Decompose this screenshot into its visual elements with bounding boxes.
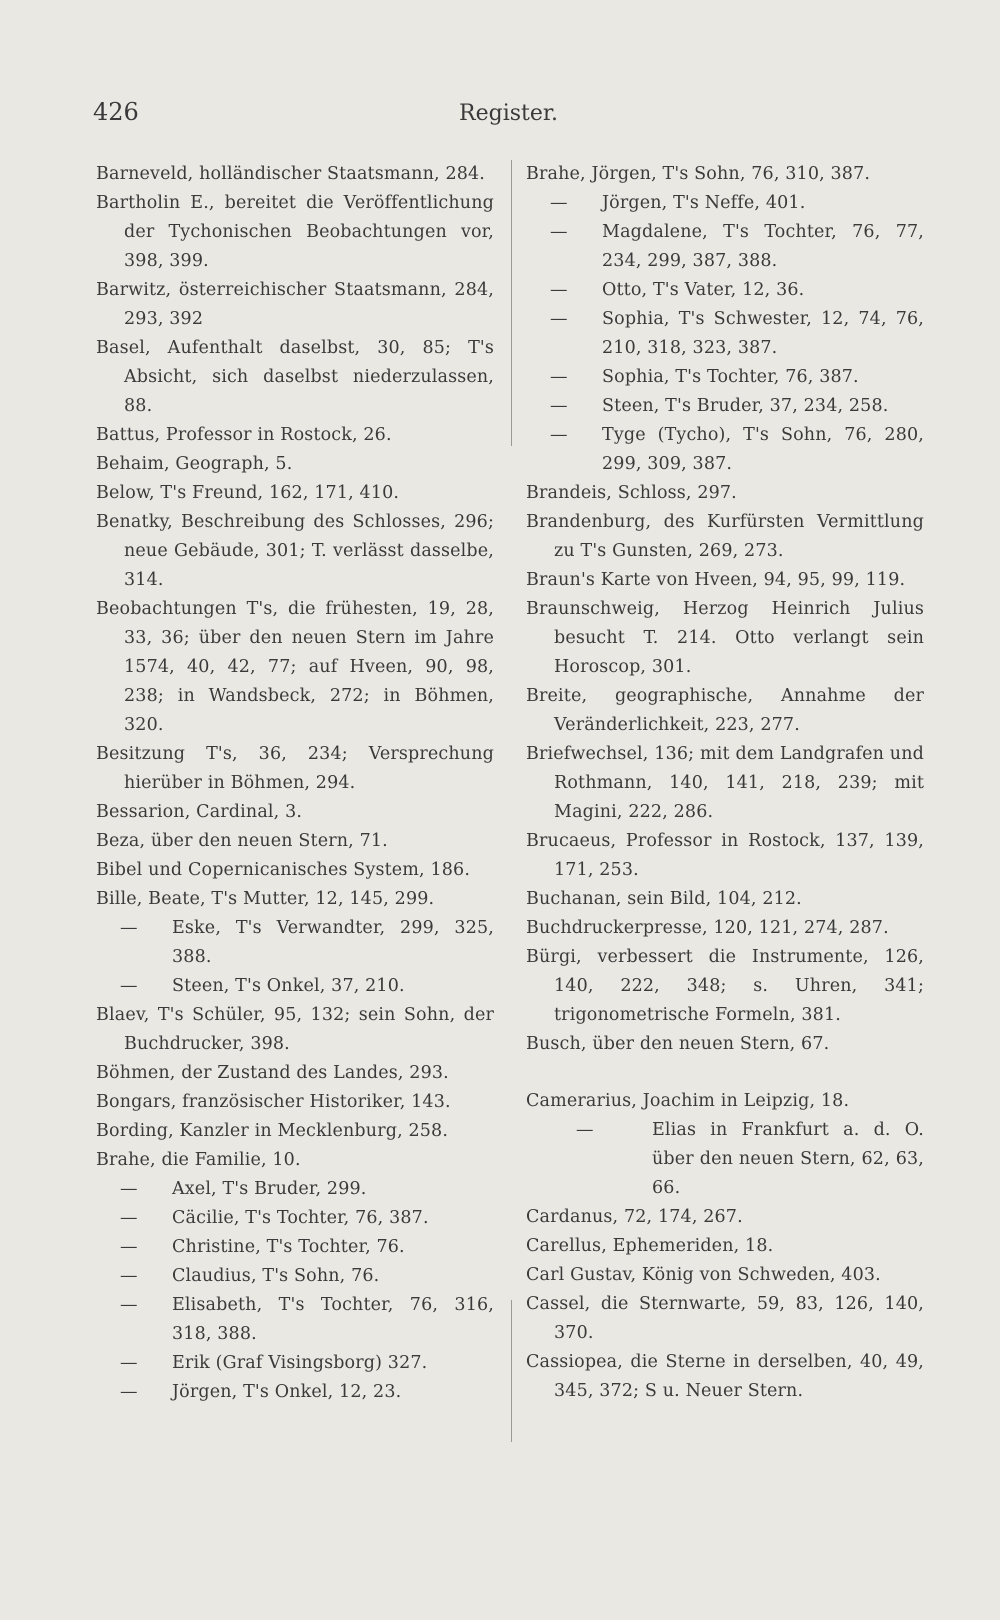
index-entry: [526, 1261, 924, 1290]
index-subentry: [526, 305, 924, 363]
ditto-dash: —: [550, 222, 568, 242]
index-entry: [96, 479, 494, 508]
entry-text: Bibel und Copernicanisches System, 186.: [96, 860, 471, 880]
index-entry: [526, 682, 924, 740]
index-subentry: [96, 1233, 494, 1262]
entry-text: Buchanan, sein Bild, 104, 212.: [526, 889, 802, 909]
entry-text: Braun's Karte von Hveen, 94, 95, 99, 119.: [526, 570, 906, 590]
index-entry: [96, 856, 494, 885]
ditto-dash: —: [120, 1353, 138, 1373]
entry-text: Bille, Beate, T's Mutter, 12, 145, 299.: [96, 889, 435, 909]
entry-text: Basel, Aufenthalt daselbst, 30, 85; T's Absicht, sich daselbst niederzulassen, 88.: [96, 338, 494, 416]
index-entry: [96, 885, 494, 914]
ditto-dash: —: [550, 309, 568, 329]
index-entry: [526, 595, 924, 682]
entry-text: Brandenburg, des Kurfürsten Vermittlung zu T's Gunsten, 269, 273.: [526, 512, 924, 561]
index-entry: [526, 1203, 924, 1232]
entry-text: Bessarion, Cardinal, 3.: [96, 802, 303, 822]
index-column-right: [526, 160, 924, 1406]
index-subentry: [96, 1291, 494, 1349]
ditto-dash: —: [120, 918, 138, 938]
entry-text: Beza, über den neuen Stern, 71.: [96, 831, 388, 851]
index-entry: [96, 450, 494, 479]
index-subentry: [96, 1262, 494, 1291]
page-number: 426: [93, 98, 139, 126]
index-subentry: [526, 189, 924, 218]
index-entry: [526, 1087, 924, 1116]
entry-text: Cäcilie, T's Tochter, 76, 387.: [172, 1208, 429, 1228]
index-subentry: [96, 1204, 494, 1233]
index-entry: [526, 740, 924, 827]
entry-text: Brandeis, Schloss, 297.: [526, 483, 737, 503]
index-subentry: [526, 1116, 924, 1203]
entry-text: Braunschweig, Herzog Heinrich Julius besucht T. 214. Otto verlangt sein Horoscop, 301.: [526, 599, 924, 677]
index-entry: [96, 160, 494, 189]
entry-text: Benatky, Beschreibung des Schlosses, 296; neue Gebäude, 301; T. verlässt dasselbe, 314.: [96, 512, 494, 590]
entry-text: Steen, T's Onkel, 37, 210.: [172, 976, 405, 996]
index-section-gap: [526, 1059, 924, 1087]
entry-text: Carl Gustav, König von Schweden, 403.: [526, 1265, 881, 1285]
entry-text: Beobachtungen T's, die frühesten, 19, 28, 33, 36; über den neuen Stern im Jahre 1574, 40, 42, 77; auf Hveen, 90, 98, 238; in Wandsbeck, 272; in Böhmen, 320.: [96, 599, 494, 735]
index-entry: [96, 827, 494, 856]
index-subentry: [96, 1349, 494, 1378]
index-column-left: [96, 160, 494, 1407]
entry-text: Barwitz, österreichischer Staatsmann, 284, 293, 392: [96, 280, 494, 329]
index-subentry: [526, 363, 924, 392]
running-title: Register.: [459, 101, 558, 126]
entry-text: Christine, T's Tochter, 76.: [172, 1237, 405, 1257]
ditto-dash: —: [576, 1120, 594, 1140]
index-entry: [526, 1232, 924, 1261]
entry-text: Sophia, T's Tochter, 76, 387.: [602, 367, 859, 387]
index-subentry: [96, 1175, 494, 1204]
entry-text: Bürgi, verbessert die Instrumente, 126, 140, 222, 348; s. Uhren, 341; trigonometrische Formeln, 381.: [526, 947, 924, 1025]
entry-text: Elisabeth, T's Tochter, 76, 316, 318, 388.: [172, 1295, 494, 1344]
entry-text: Tyge (Tycho), T's Sohn, 76, 280, 299, 309, 387.: [602, 425, 924, 474]
ditto-dash: —: [550, 396, 568, 416]
column-divider-upper: [511, 160, 512, 446]
index-entry: [526, 827, 924, 885]
ditto-dash: —: [120, 1382, 138, 1402]
index-entry: [526, 160, 924, 189]
index-entry: [96, 189, 494, 276]
entry-text: Cardanus, 72, 174, 267.: [526, 1207, 743, 1227]
ditto-dash: —: [550, 193, 568, 213]
ditto-dash: —: [120, 1266, 138, 1286]
entry-text: Bording, Kanzler in Mecklenburg, 258.: [96, 1121, 449, 1141]
ditto-dash: —: [550, 367, 568, 387]
index-entry: [96, 1117, 494, 1146]
entry-text: Elias in Frankfurt a. d. O. über den neuen Stern, 62, 63, 66.: [652, 1120, 924, 1198]
index-subentry: [526, 276, 924, 305]
entry-text: Bongars, französischer Historiker, 143.: [96, 1092, 451, 1112]
entry-text: Steen, T's Bruder, 37, 234, 258.: [602, 396, 889, 416]
index-entry: [526, 479, 924, 508]
ditto-dash: —: [120, 1208, 138, 1228]
index-entry: [526, 914, 924, 943]
page-header: [93, 98, 558, 126]
entry-text: Brahe, Jörgen, T's Sohn, 76, 310, 387.: [526, 164, 871, 184]
index-entry: [526, 1348, 924, 1406]
index-entry: [526, 1030, 924, 1059]
index-entry: [96, 276, 494, 334]
index-subentry: [96, 1378, 494, 1407]
entry-text: Cassel, die Sternwarte, 59, 83, 126, 140, 370.: [526, 1294, 924, 1343]
entry-text: Briefwechsel, 136; mit dem Landgrafen und Rothmann, 140, 141, 218, 239; mit Magini, 222, 286.: [526, 744, 924, 822]
entry-text: Jörgen, T's Onkel, 12, 23.: [172, 1382, 402, 1402]
index-entry: [526, 1290, 924, 1348]
entry-text: Barneveld, holländischer Staatsmann, 284.: [96, 164, 486, 184]
index-entry: [526, 943, 924, 1030]
index-subentry: [96, 972, 494, 1001]
index-entry: [96, 1146, 494, 1175]
entry-text: Behaim, Geograph, 5.: [96, 454, 293, 474]
index-entry: [526, 508, 924, 566]
index-subentry: [96, 914, 494, 972]
index-subentry: [526, 218, 924, 276]
ditto-dash: —: [550, 280, 568, 300]
index-entry: [96, 595, 494, 740]
index-entry: [96, 508, 494, 595]
entry-text: Breite, geographische, Annahme der Veränderlichkeit, 223, 277.: [526, 686, 924, 735]
ditto-dash: —: [120, 1179, 138, 1199]
entry-text: Battus, Professor in Rostock, 26.: [96, 425, 392, 445]
entry-text: Brahe, die Familie, 10.: [96, 1150, 301, 1170]
entry-text: Busch, über den neuen Stern, 67.: [526, 1034, 830, 1054]
entry-text: Brucaeus, Professor in Rostock, 137, 139, 171, 253.: [526, 831, 924, 880]
ditto-dash: —: [120, 1295, 138, 1315]
entry-text: Sophia, T's Schwester, 12, 74, 76, 210, 318, 323, 387.: [602, 309, 924, 358]
entry-text: Jörgen, T's Neffe, 401.: [602, 193, 806, 213]
entry-text: Besitzung T's, 36, 234; Versprechung hierüber in Böhmen, 294.: [96, 744, 494, 793]
ditto-dash: —: [550, 425, 568, 445]
entry-text: Camerarius, Joachim in Leipzig, 18.: [526, 1091, 850, 1111]
index-entry: [96, 334, 494, 421]
ditto-dash: —: [120, 1237, 138, 1257]
index-entry: [96, 1059, 494, 1088]
entry-text: Cassiopea, die Sterne in derselben, 40, 49, 345, 372; S u. Neuer Stern.: [526, 1352, 924, 1401]
entry-text: Buchdruckerpresse, 120, 121, 274, 287.: [526, 918, 889, 938]
index-subentry: [526, 392, 924, 421]
column-divider-lower: [511, 1300, 512, 1442]
entry-text: Axel, T's Bruder, 299.: [172, 1179, 367, 1199]
index-entry: [96, 421, 494, 450]
entry-text: Below, T's Freund, 162, 171, 410.: [96, 483, 400, 503]
ditto-dash: —: [120, 976, 138, 996]
index-entry: [526, 566, 924, 595]
entry-text: Carellus, Ephemeriden, 18.: [526, 1236, 774, 1256]
index-subentry: [526, 421, 924, 479]
entry-text: Böhmen, der Zustand des Landes, 293.: [96, 1063, 449, 1083]
index-entry: [96, 798, 494, 827]
index-entry: [526, 885, 924, 914]
entry-text: Erik (Graf Visingsborg) 327.: [172, 1353, 428, 1373]
entry-text: Bartholin E., bereitet die Veröffentlichung der Tychonischen Beobachtungen vor, 398, 399.: [96, 193, 494, 271]
entry-text: Blaev, T's Schüler, 95, 132; sein Sohn, der Buchdrucker, 398.: [96, 1005, 494, 1054]
index-entry: [96, 1001, 494, 1059]
entry-text: Otto, T's Vater, 12, 36.: [602, 280, 805, 300]
entry-text: Eske, T's Verwandter, 299, 325, 388.: [172, 918, 494, 967]
entry-text: Magdalene, T's Tochter, 76, 77, 234, 299, 387, 388.: [602, 222, 924, 271]
index-entry: [96, 1088, 494, 1117]
index-entry: [96, 740, 494, 798]
entry-text: Claudius, T's Sohn, 76.: [172, 1266, 380, 1286]
